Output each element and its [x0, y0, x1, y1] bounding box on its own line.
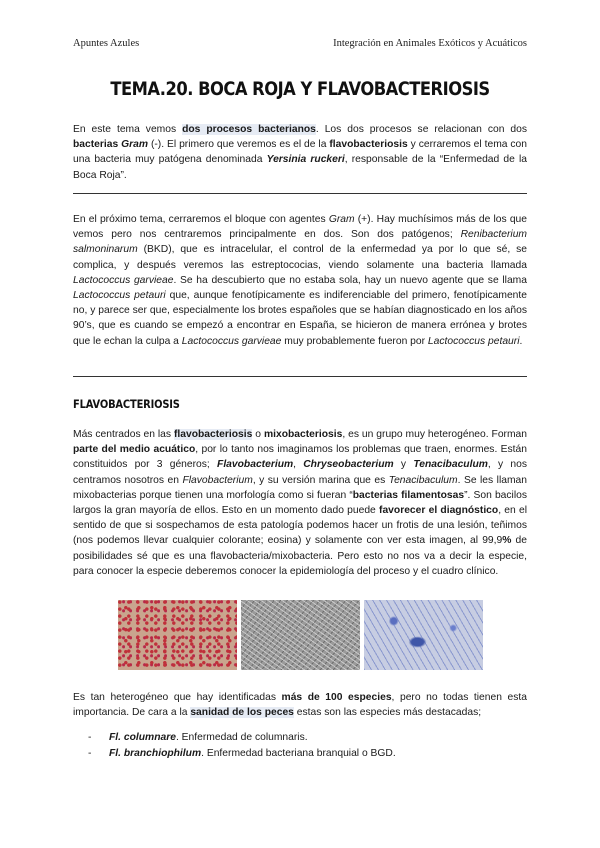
- list-item: - Fl. branchiophilum. Enfermedad bacteriana branquial o BGD.: [88, 748, 396, 759]
- header-right: Integración en Animales Exóticos y Acuáticos: [333, 38, 527, 49]
- divider-2: [73, 376, 527, 377]
- species-list: [88, 730, 528, 762]
- header-left: Apuntes Azules: [73, 38, 140, 49]
- divider-1: [73, 193, 527, 194]
- gram-stain-micrograph: [118, 600, 237, 670]
- next-topic-paragraph: En el próximo tema, cerraremos el bloque con agentes Gram (+). Hay muchísimos más de los que vemos pero nos centraremos principalmente en dos. Son dos patógenos; Renibacterium salmoninarum (BKD), que es intracelular, el control de la enfermedad ya por lo que sé, se complica, y después veremos las estreptococias, viendo solamente una bacteria llamada Lactococcus garvieae. Se ha descubierto que no estaba sola, hay un nuevo agente que se llama Lactococcus petauri que, aunque fenotípicamente es indiferenciable del primero, fenotípicamente no, y parece ser que, especialmente los brotes españoles que se habían diagnosticado en los años 90’s, que es cuando se empezó a encontrar en España, se hicieron de manera errónea y brotes que le echan la culpa a Lactococcus garvieae muy probablemente fueron por Lactococcus petauri.: [73, 214, 528, 347]
- list-item: - Fl. columnare. Enfermedad de columnaris.: [88, 732, 308, 743]
- section-heading: FLAVOBACTERIOSIS: [73, 397, 180, 411]
- intro-paragraph: En este tema vemos dos procesos bacterianos. Los dos procesos se relacionan con dos bacterias Gram (-). El primero que veremos es el de la flavobacteriosis y cerraremos el tema con una bacteria muy patógena denominada Yersinia ruckeri, responsable de la “Enfermedad de la Boca Roja”.: [73, 124, 528, 181]
- species-paragraph: Es tan heterogéneo que hay identificadas más de 100 especies, pero no todas tienen esta importancia. De cara a la sanidad de los peces estas son las especies más destacadas;: [73, 692, 527, 719]
- electron-micrograph: [241, 600, 360, 670]
- flavobacteriosis-paragraph: Más centrados en las flavobacteriosis o mixobacteriosis, es un grupo muy heterogéneo. Forman parte del medio acuático, por lo tanto nos imaginamos los problemas que traen, enormes. Están constituidos por 3 géneros; Flavobacterium, Chryseobacterium y Tenacibaculum, y nos centramos nosotros en Flavobacterium, y su versión marina que es Tenacibaculum. Se les llaman mixobacterias porque tienen una morfología como si fueran “bacterias filamentosas”. Son bacilos largos la gran mayoría de ellos. Esto en un momento dado puede favorecer el diagnóstico, en el sentido de que si sospechamos de esta patología podemos hacer un frotis de una lesión, teñimos (nos podemos llevar cualquier colorante; eosina) y solamente con ver esta imagen, al 99,9% de posibilidades sé que es una flavobacteria/mixobacteria. Pero esto no nos va a decir la especie, para conocer la especie deberemos conocer la epidemiología del proceso y el cuadro clínico.: [73, 429, 528, 577]
- micrograph-strip: [118, 600, 484, 670]
- page-title: TEMA.20. BOCA ROJA Y FLAVOBACTERIOSIS: [110, 78, 490, 100]
- stained-smear-micrograph: [364, 600, 483, 670]
